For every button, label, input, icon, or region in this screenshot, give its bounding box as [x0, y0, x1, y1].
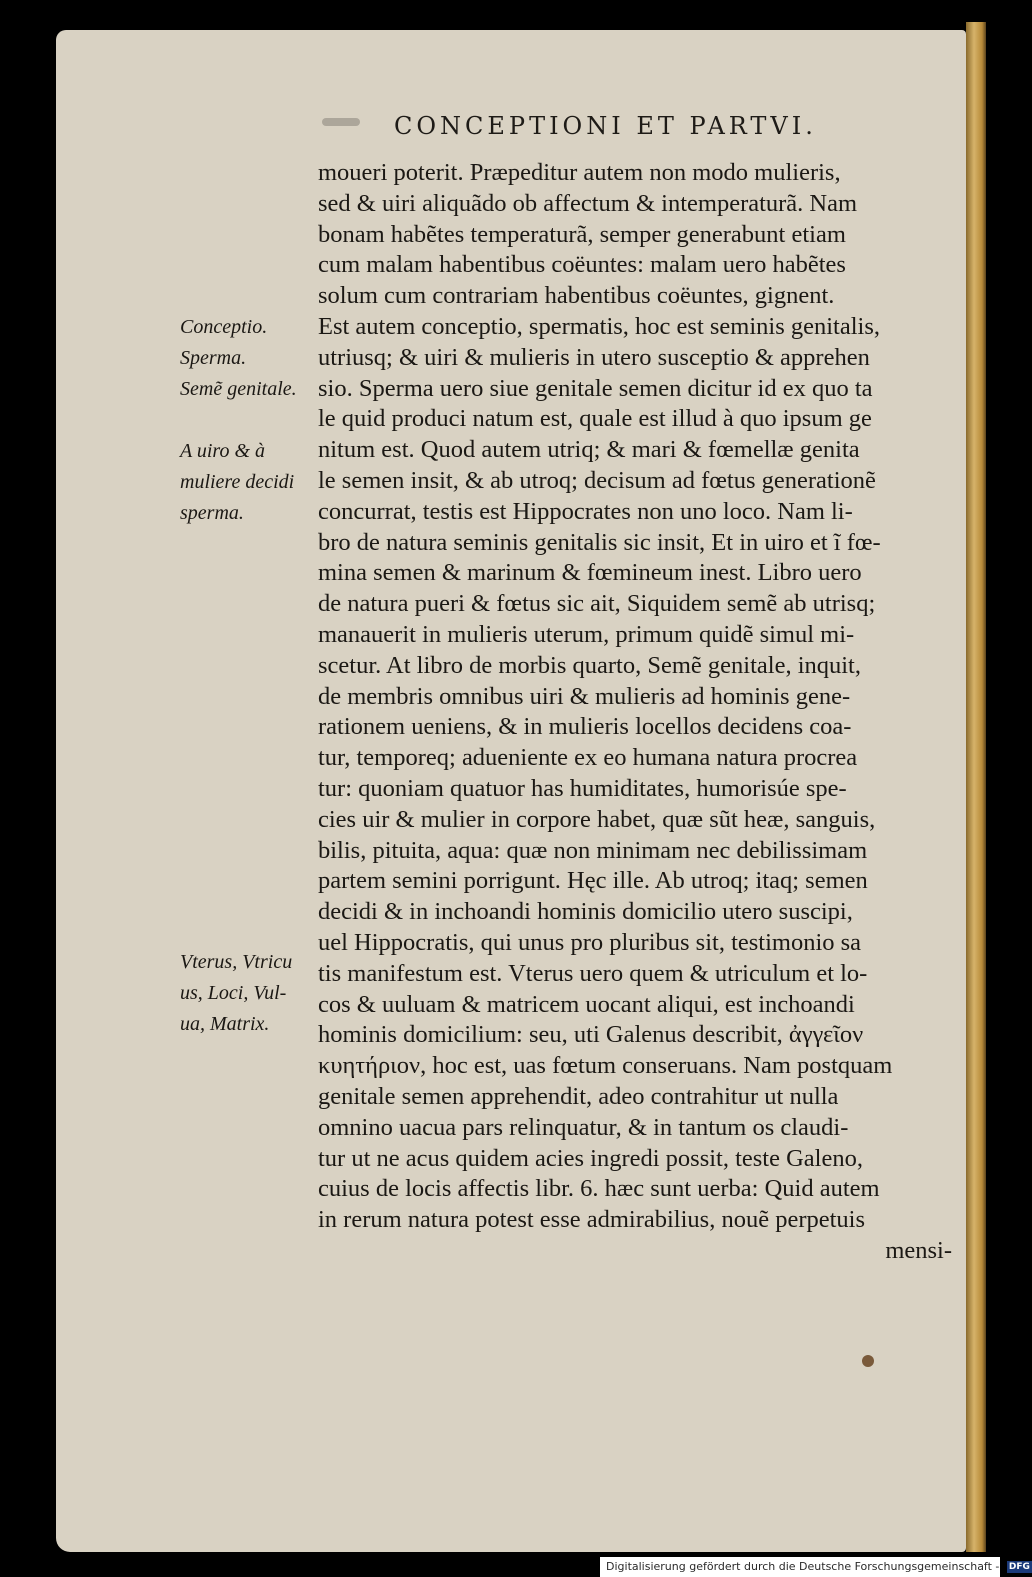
text-line: uel Hippocratis, qui unus pro pluribus sit, testimonio sa — [318, 928, 862, 956]
text-line: nitum est. Quod autem utriq; & mari & fœmellæ genita — [318, 436, 860, 464]
text-line: le quid produci natum est, quale est illud à quo ipsum ge — [318, 405, 872, 433]
text-line: genitale semen apprehendit, adeo contrahitur ut nulla — [318, 1082, 839, 1110]
text-line: moueri poterit. Præpeditur autem non modo mulieris, — [318, 159, 841, 186]
margin-note-line: us, Loci, Vul- — [180, 982, 287, 1004]
text-line: solum cum contrariam habentibus coëuntes, gignent. — [318, 282, 835, 310]
margin-note-line: Semẽ genitale. — [180, 378, 297, 400]
margin-note-line: muliere decidi — [180, 471, 295, 493]
ink-dot — [862, 1355, 874, 1367]
margin-note-a-uiro — [180, 436, 320, 529]
text-line: tur ut ne acus quidem acies ingredi possit, teste Galeno, — [318, 1144, 863, 1172]
margin-note-line: ua, Matrix. — [180, 1013, 270, 1035]
margin-note-line: Conceptio. — [180, 316, 268, 338]
text-line: sio. Sperma uero siue genitale semen dicitur id ex quo ta — [318, 374, 873, 402]
text-line: Est autem conceptio, spermatis, hoc est seminis genitalis, — [318, 312, 881, 340]
text-line: cos & uuluam & matricem uocant aliqui, est inchoandi — [318, 990, 855, 1018]
footer-text: Digitalisierung gefördert durch die Deutsche Forschungsgemeinschaft - — [606, 1560, 1000, 1573]
text-line: concurrat, testis est Hippocrates non uno loco. Nam li- — [318, 497, 853, 525]
margin-note-conceptio — [180, 312, 320, 405]
running-head: CONCEPTIONI ET PARTVI. — [394, 112, 817, 140]
text-line: de natura pueri & fœtus sic ait, Siquidem semẽ ab utrisq; — [318, 590, 876, 618]
text-line: tur, temporeq; adueniente ex eo humana natura procrea — [318, 744, 858, 772]
text-line: utriusq; & uiri & mulieris in utero susceptio & apprehen — [318, 343, 870, 371]
margin-note-line: Sperma. — [180, 347, 247, 369]
main-text-block — [318, 158, 958, 1267]
text-line: κυητήριον, hoc est, uas fœtum conseruans. Nam postquam — [318, 1052, 893, 1080]
margin-note-line: sperma. — [180, 502, 244, 524]
text-line: hominis domicilium: seu, uti Galenus describit, ἀγγεῖον — [318, 1021, 864, 1049]
catchword: mensi- — [885, 1236, 952, 1264]
text-line: in rerum natura potest esse admirabilius, nouẽ perpetuis — [318, 1206, 866, 1234]
digitization-footer — [600, 1557, 1030, 1577]
text-line: bonam habẽtes temperaturã, semper generabunt etiam — [318, 220, 846, 248]
text-line: bro de natura seminis genitalis sic insit, Et in uiro et ĩ fœ- — [318, 528, 881, 556]
text-line: tis manifestum est. Vterus uero quem & utriculum et lo- — [318, 959, 868, 987]
text-line: manauerit in mulieris uterum, primum quidẽ simul mi- — [318, 620, 855, 648]
text-line: cum malam habentibus coëuntes: malam uero habẽtes — [318, 251, 846, 279]
text-line: omnino uacua pars relinquatur, & in tantum os claudi- — [318, 1113, 849, 1141]
text-line: sed & uiri aliquãdo ob affectum & intemperaturã. Nam — [318, 189, 858, 217]
margin-note-vterus — [180, 947, 320, 1040]
text-line: cuius de locis affectis libr. 6. hæc sunt uerba: Quid autem — [318, 1175, 880, 1203]
text-line: scetur. At libro de morbis quarto, Semẽ genitale, inquit, — [318, 651, 861, 679]
dfg-logo-icon: DFG — [1008, 1562, 1030, 1572]
text-line: bilis, pituita, aqua: quæ non minimam nec debilissimam — [318, 836, 868, 864]
text-line: de membris omnibus uiri & mulieris ad hominis gene- — [318, 682, 851, 710]
margin-note-line: A uiro & à — [180, 440, 266, 462]
text-line: decidi & in inchoandi hominis domicilio utero suscipi, — [318, 898, 853, 926]
text-line: tur: quoniam quatuor has humiditates, humorisúe spe- — [318, 774, 847, 802]
text-line: cies uir & mulier in corpore habet, quæ sũt heæ, sanguis, — [318, 805, 876, 833]
text-line: rationem ueniens, & in mulieris locellos decidens coa- — [318, 713, 852, 741]
book-spine-edge — [966, 22, 986, 1552]
ink-smudge — [322, 118, 360, 126]
text-line: le semen insit, & ab utroq; decisum ad fœtus generationẽ — [318, 466, 876, 494]
margin-note-line: Vterus, Vtricu — [180, 951, 293, 973]
text-line: mina semen & marinum & fœmineum inest. Libro uero — [318, 559, 862, 587]
text-line: partem semini porrigunt. Hęc ille. Ab utroq; itaq; semen — [318, 867, 868, 895]
